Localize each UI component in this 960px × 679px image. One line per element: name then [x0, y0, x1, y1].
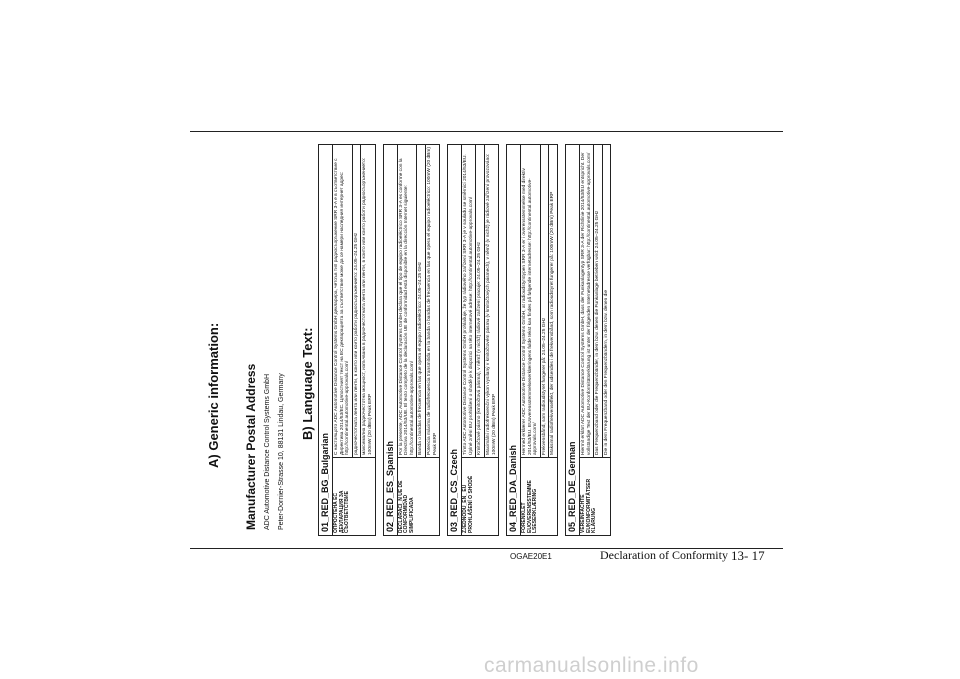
frequency-band-text: Kmitočtové pásmo (kmitočtová pásma), v němž (v nichž) rádiové zařízení pracuje: 24.05–24.25 GHz	[476, 145, 485, 458]
section-spacer	[440, 145, 448, 536]
section-spacer	[499, 145, 507, 536]
declaration-name: ZJEDNODU_EN_ EU PROHLÁŠENÍ O SHODĚ	[462, 458, 499, 536]
section-header-row	[566, 145, 580, 536]
section-row	[580, 145, 594, 536]
section-title: 01_RED_BG_Bulgarian	[319, 145, 333, 536]
manufacturer-address-title: Manufacturer Postal Address	[244, 363, 258, 530]
section-title: 05_RED_DE_German	[566, 145, 580, 536]
declaration-text: Hermed erklærer ADC Automotive Distance Control Systems GmbH, at radioudstyrstypen SRR 3-A er i overensstemmelse med direktiv 2014/53/EU. EUoverensstemmelseserklæringens fulde tekst kan findes på følgende internetadresse: http://continental.automotive-approvals.com/	[521, 145, 541, 458]
top-rule	[190, 131, 783, 132]
max-power-text: Die in dem Frequenzband oder den Frequenzbändern, in dem bzw. denen die	[602, 145, 611, 458]
section-title: 02_RED_ES_Spanish	[383, 145, 397, 536]
max-power-text: Maksimal radiofrekvenseffekt, der udsendes i de frekvensbånd, som radioudstyret fungerer på: 100mW (20 dBm) Peak ERP	[549, 145, 558, 458]
section-title: 03_RED_CS_Czech	[448, 145, 462, 536]
rotated-content-area	[200, 140, 760, 540]
max-power-text: Potencia máxima de radiofrecuencia transmitida en la banda o bandas de frecuencia en las que opera el equipo radioeléctrico: 100mW (20 dBm) Peak ERP	[425, 145, 439, 458]
section-row	[397, 145, 417, 536]
declaration-text: Tímto ADC Automotive Distance Control Systems GmbH prohlašuje, že typ rádiového zařízení SRR 3-A je v souladu se směrnicí 2014/53/EU. Úplné znění EU prohlášení o shodě je k dispozici na této internetové adrese: http://continental.automotive-approvals.com/	[462, 145, 476, 458]
section-b-heading: B) Language Text:	[300, 327, 315, 440]
frequency-band-text: Das Frequenzband oder die Frequenzbänder, in dem bzw. denen die Funkanlage betrieben wird: 24.05–24.25 GHz	[594, 145, 603, 458]
manufacturer-address-line-2: Peter-Dornier-Strasse 10, 88131 Lindau, Germany	[278, 373, 285, 530]
watermark: carmanualsonline.info	[484, 654, 699, 677]
section-header-row	[383, 145, 397, 536]
declaration-name: DECLARACI_N UE DE CONFORMIDAD SIMPLIFICADA	[397, 458, 440, 536]
max-power-text: Maximální radiofrekvenční výkon vysílaný v kmitočtovém pásmu (v kmitočtových pásmech), v němž (v nichž) je rádiové zařízení provozováno: 100mW (20 dBm) Peak ERP	[484, 145, 498, 458]
page-label: Declaration of Conformity	[600, 548, 728, 562]
section-spacer	[375, 145, 383, 536]
section-row	[521, 145, 541, 536]
frequency-band-text: радиочестотната лента или ленти, в които или които работи радиосъоръжението: 24.05–24.25 GHz	[352, 145, 361, 458]
declaration-name: ОПРОСТЕНА ЕС ДЕКЛАРАЦИЯ ЗА СЪОТВЕТСТВИЕ	[333, 458, 376, 536]
frequency-band-text: Frekvensbånd, som radioudstyret fungerer på: 24.05–24.25 GHz	[540, 145, 549, 458]
section-title: 04_RED_DA_Danish	[507, 145, 521, 536]
section-a-heading: A) Generic information:	[206, 322, 221, 468]
language-section-table	[318, 144, 611, 536]
declaration-text: Por la presente, ADC Automotive Distance Control Systems GmbH declara que el tipo de equipo radioeléctrico SRR 3-A es conforme con la Directiva 2014/53/UE. El texto completo de la declaración UE de conformidad está disponible en la dirección Internet siguiente: http://continental.automotive-approvals.com/	[397, 145, 417, 458]
section-header-row	[448, 145, 462, 536]
section-spacer	[558, 145, 566, 536]
declaration-name: FORENKLET EUOVERENSSTEMME LSESERKLÆRING	[521, 458, 558, 536]
manufacturer-address-line-1: ADC Automotive Distance Control Systems GmbH	[264, 374, 271, 530]
declaration-text: Hiermit erklärt ADC Automotive Distance Control Systems GmbH, dass der Funkanlagentyp SRR 3-A der Richtlinie 2014/53/EU entspricht. Der vollständige Text der EU-Konformitätserklärung ist unter der folgenden Internetadresse verfügbar: http://continental.automotive-approvals.com/	[580, 145, 594, 458]
section-row	[333, 145, 353, 536]
frequency-band-text: Banda o bandas de frecuencia en las que opera el equipo radioeléctrico: 24.05–24.25 GHz	[417, 145, 426, 458]
rotated-page-content	[200, 140, 760, 540]
section-header-row	[319, 145, 333, 536]
declaration-name: VEREINFACHTE EUKONFORMITÄTSER KLÄRUNG	[580, 458, 611, 536]
max-power-text: максимална радиочестотна мощност, излъчвана в радиочестотната лента или ленти, в които или които работи радиосъоръжението: 100mW (20 dBm) Peak ERP	[361, 145, 375, 458]
declaration-text: С настоящото ADC Automotive Distance Control Systems GmbH декларира, четоъв тип радиосъоръжение SRR 3-A е в съответствие с Директива 2014/53/ЕС. Цялостният текст на ЕС декларацията за съответствие може да се намери наследния интернет адрес: http://continental.automotive-approvals.com/	[333, 145, 353, 458]
section-row	[462, 145, 476, 536]
section-header-row	[507, 145, 521, 536]
page-number: 13- 17	[731, 548, 765, 563]
document-code: OGAE20E1	[510, 552, 552, 561]
